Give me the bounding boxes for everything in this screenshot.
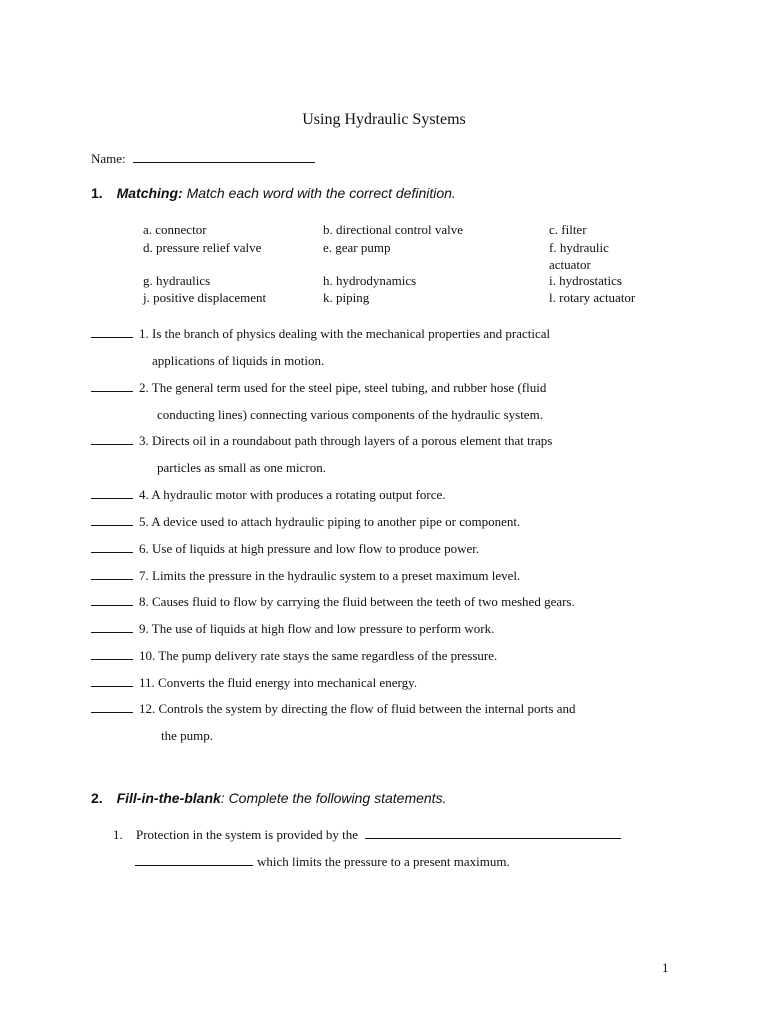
question-7 <box>91 568 520 584</box>
question-text: 1. Is the branch of physics dealing with the mechanical properties and practical <box>139 326 551 341</box>
question-8 <box>91 594 575 610</box>
name-field[interactable] <box>133 150 315 163</box>
fill-item-1-cont <box>135 853 510 870</box>
question-text: 2. The general term used for the steel pipe, steel tubing, and rubber hose (fluid <box>139 380 547 395</box>
fill-item-text-before: Protection in the system is provided by the <box>136 827 359 842</box>
question-12-cont: the pump. <box>161 728 213 743</box>
question-text: 8. Causes fluid to flow by carrying the fluid between the teeth of two meshed gears. <box>139 594 575 609</box>
answer-blank[interactable] <box>91 433 133 445</box>
term-g: g. hydraulics <box>143 273 211 288</box>
page-number: 1 <box>662 960 669 975</box>
answer-blank[interactable] <box>91 675 133 687</box>
section1-label: Matching: <box>116 185 183 201</box>
answer-blank[interactable] <box>91 701 133 713</box>
section1-instruction: Match each word with the correct definition. <box>186 185 456 201</box>
question-6 <box>91 541 479 557</box>
term-j: j. positive displacement <box>143 290 267 305</box>
term-i: i. hydrostatics <box>549 273 622 288</box>
question-1-cont: applications of liquids in motion. <box>152 353 325 368</box>
answer-blank[interactable] <box>91 487 133 499</box>
fill-blank-1a[interactable] <box>365 826 621 839</box>
term-d: d. pressure relief valve <box>143 240 262 255</box>
question-1 <box>91 326 550 342</box>
answer-blank[interactable] <box>91 621 133 633</box>
answer-blank[interactable] <box>91 648 133 660</box>
question-text: 9. The use of liquids at high flow and low pressure to perform work. <box>139 621 495 636</box>
term-f: f. hydraulic actuator <box>549 240 609 272</box>
question-text: 4. A hydraulic motor with produces a rotating output force. <box>139 487 446 502</box>
section2-label: Fill-in-the-blank <box>116 790 221 806</box>
fill-item-text-after: which limits the pressure to a present maximum. <box>257 854 510 869</box>
question-2 <box>91 380 546 396</box>
term-a: a. connector <box>143 222 207 237</box>
answer-blank[interactable] <box>91 326 133 338</box>
question-9 <box>91 621 494 637</box>
section1-number: 1. <box>91 185 103 201</box>
question-12 <box>91 701 576 717</box>
question-3-cont: particles as small as one micron. <box>157 460 326 475</box>
question-text: 11. Converts the fluid energy into mechanical energy. <box>139 675 417 690</box>
section2-number: 2. <box>91 790 103 806</box>
question-text: 7. Limits the pressure in the hydraulic system to a preset maximum level. <box>139 568 521 583</box>
fill-item-1 <box>113 826 621 843</box>
question-5 <box>91 514 520 530</box>
term-c: c. filter <box>549 222 587 237</box>
term-h: h. hydrodynamics <box>323 273 417 288</box>
question-4 <box>91 487 446 503</box>
fill-blank-1b[interactable] <box>135 853 253 866</box>
name-label: Name: <box>91 151 126 166</box>
term-e: e. gear pump <box>323 240 391 255</box>
question-2-cont: conducting lines) connecting various components of the hydraulic system. <box>157 407 543 422</box>
answer-blank[interactable] <box>91 568 133 580</box>
question-text: 6. Use of liquids at high pressure and low flow to produce power. <box>139 541 480 556</box>
answer-blank[interactable] <box>91 541 133 553</box>
question-11 <box>91 675 417 691</box>
section2-instruction: : Complete the following statements. <box>220 790 447 806</box>
fill-item-number: 1. <box>113 827 123 842</box>
name-row <box>91 150 315 167</box>
answer-blank[interactable] <box>91 380 133 392</box>
section2-header <box>91 790 446 806</box>
question-text: 3. Directs oil in a roundabout path through layers of a porous element that traps <box>139 433 553 448</box>
term-k: k. piping <box>323 290 370 305</box>
question-text: 12. Controls the system by directing the flow of fluid between the internal ports and <box>139 701 576 716</box>
answer-blank[interactable] <box>91 514 133 526</box>
question-10 <box>91 648 497 664</box>
section1-header <box>91 185 456 201</box>
term-b: b. directional control valve <box>323 222 464 237</box>
question-3 <box>91 433 552 449</box>
question-text: 5. A device used to attach hydraulic piping to another pipe or component. <box>139 514 521 529</box>
term-l: l. rotary actuator <box>549 290 636 305</box>
page-title: Using Hydraulic Systems <box>302 111 466 128</box>
question-text: 10. The pump delivery rate stays the same regardless of the pressure. <box>139 648 498 663</box>
answer-blank[interactable] <box>91 594 133 606</box>
